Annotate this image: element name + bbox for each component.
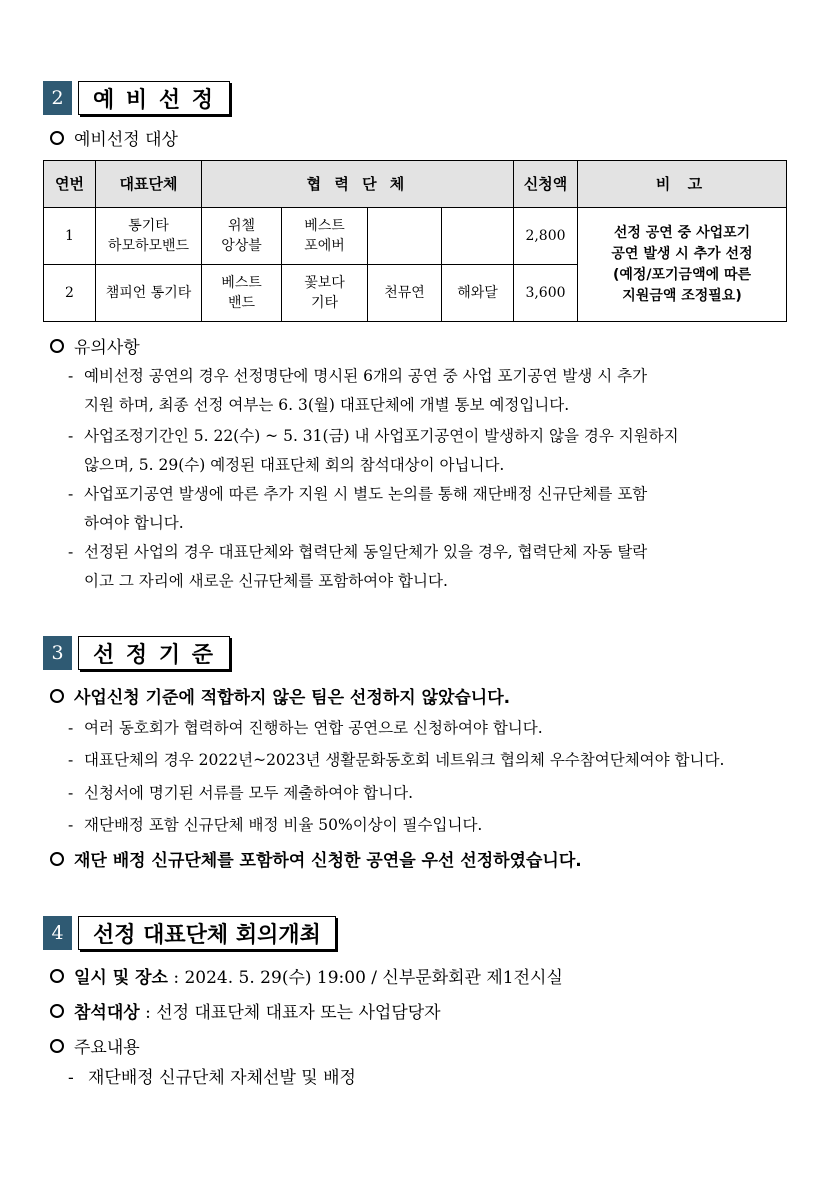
col-header: 신청액 [514,161,578,208]
when-label: 일시 및 장소 [74,968,168,988]
table-header-row [44,161,787,208]
partner-group [442,208,514,265]
target-bullet [50,125,178,150]
priority-bullet [50,846,582,871]
col-header: 협 력 단 체 [202,161,514,208]
remarks: 선정 공연 중 사업포기 공연 발생 시 추가 선정 (예정/포기금액에 따른 지원금액 조정필요) [578,208,787,322]
meeting-attendees [50,998,441,1023]
caution-item: - 예비선정 공연의 경우 선정명단에 명시된 6개의 공연 중 사업 포기공연 발생 시 추가 지원 하며, 최종 선정 여부는 6. 3(월) 대표단체에 개별 통보 예정입니다. [68,367,648,414]
criteria-item: - 대표단체의 경우 2022년~2023년 생활문화동호회 네트워크 협의체 우수참여단체여야 합니다. [68,751,725,769]
col-header: 연번 [44,161,96,208]
partner-group: 베스트 밴드 [202,265,282,322]
circle-bullet-icon [50,131,64,145]
section-4-header [43,916,336,950]
partner-group: 베스트 포에버 [282,208,368,265]
section-number: 2 [43,81,72,115]
content-item: - 재단배정 신규단체 자체선발 및 배정 [68,1068,356,1088]
criteria-bullet [50,683,510,708]
priority-text: 재단 배정 신규단체를 포함하여 신청한 공연을 우선 선정하였습니다. [74,851,582,871]
section-title: 선정 대표단체 회의개최 [78,916,336,950]
section-number: 3 [43,636,72,670]
partner-group: 천뮤연 [368,265,442,322]
who-value: : 선정 대표단체 대표자 또는 사업담당자 [139,1003,441,1023]
section-title: 선 정 기 준 [78,636,230,670]
selection-table [43,160,787,322]
caution-item: - 사업포기공연 발생에 따른 추가 지원 시 별도 논의를 통해 재단배정 신규단체를 포함 하여야 합니다. [68,485,648,532]
target-label: 예비선정 대상 [74,130,178,150]
row-no: 2 [44,265,96,322]
circle-bullet-icon [50,852,64,866]
circle-bullet-icon [50,969,64,983]
when-value: : 2024. 5. 29(수) 19:00 / 신부문화회관 제1전시실 [167,968,563,988]
partner-group: 꽃보다 기타 [282,265,368,322]
amount: 2,800 [514,208,578,265]
section-number: 4 [43,916,72,950]
partner-group [368,208,442,265]
rep-group: 챔피언 통기타 [96,265,202,322]
circle-bullet-icon [50,1039,64,1053]
section-title: 예 비 선 정 [78,81,230,115]
partner-group: 해와달 [442,265,514,322]
content-label: 주요내용 [74,1038,140,1058]
table-row [44,208,787,265]
criteria-item: - 여러 동호회가 협력하여 진행하는 연합 공연으로 신청하여야 합니다. [68,719,543,737]
circle-bullet-icon [50,1004,64,1018]
section-3-header [43,636,230,670]
meeting-content [50,1033,140,1058]
who-label: 참석대상 [74,1003,140,1023]
amount: 3,600 [514,265,578,322]
row-no: 1 [44,208,96,265]
rep-group: 통기타 하모하모밴드 [96,208,202,265]
caution-item: - 선정된 사업의 경우 대표단체와 협력단체 동일단체가 있을 경우, 협력단체 자동 탈락 이고 그 자리에 새로운 신규단체를 포함하여야 합니다. [68,543,648,590]
partner-group: 위첼 앙상블 [202,208,282,265]
criteria-item: - 신청서에 명기된 서류를 모두 제출하여야 합니다. [68,784,414,802]
col-header: 비 고 [578,161,787,208]
caution-item: - 사업조정기간인 5. 22(수) ~ 5. 31(금) 내 사업포기공연이 발생하지 않을 경우 지원하지 않으며, 5. 29(수) 예정된 대표단체 회의 참석대상이 아닙니다. [68,427,679,474]
caution-bullet [50,333,140,358]
criteria-text: 사업신청 기준에 적합하지 않은 팀은 선정하지 않았습니다. [74,688,511,708]
meeting-when [50,963,563,988]
circle-bullet-icon [50,339,64,353]
circle-bullet-icon [50,689,64,703]
caution-label: 유의사항 [74,338,140,358]
col-header: 대표단체 [96,161,202,208]
section-2-header [43,81,230,115]
criteria-item: - 재단배정 포함 신규단체 배정 비율 50%이상이 필수입니다. [68,816,483,834]
